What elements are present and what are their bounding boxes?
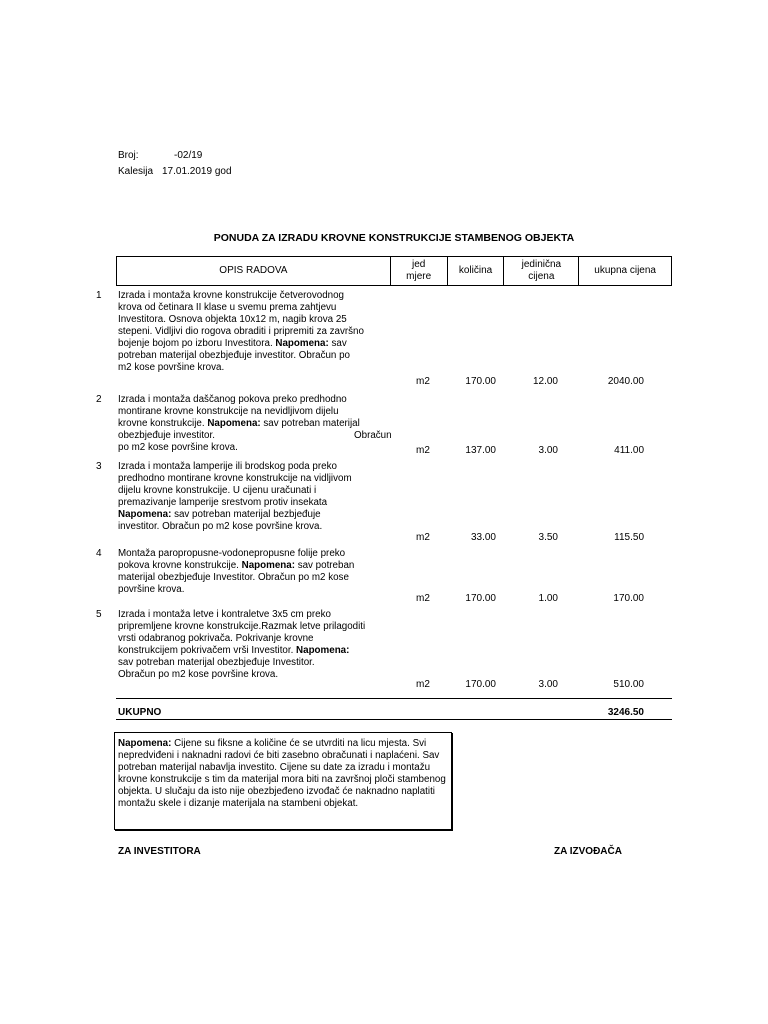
document-title: PONUDA ZA IZRADU KROVNE KONSTRUKCIJE STAMBENOG OBJEKTA	[213, 232, 575, 244]
item-description	[118, 394, 398, 454]
item-unit-price: 3.00	[538, 445, 558, 456]
item-quantity: 170.00	[465, 593, 496, 604]
desc-line	[118, 645, 398, 657]
note-text	[118, 738, 448, 810]
desc-line: Izrada i montaža daščanog pokova preko predhodno	[118, 394, 347, 405]
item-unit: m2	[416, 532, 430, 543]
total-top-rule	[116, 698, 672, 699]
desc-line	[118, 418, 398, 430]
desc-line	[118, 509, 398, 521]
item-total: 2040.00	[607, 376, 644, 387]
contractor-signature-label: ZA IZVOĐAČA	[554, 846, 622, 857]
item-description	[118, 461, 398, 533]
desc-line: sav potreban materijal obezbjeđuje Investitor.	[118, 657, 315, 668]
desc-text: sav potreban materijal	[260, 418, 360, 429]
desc-line: krova od četinara II klase u svemu prema zahtjevu	[118, 302, 337, 313]
desc-text: pokova krovne konstrukcije.	[118, 560, 239, 571]
total-bottom-rule	[116, 719, 672, 720]
col-header-quantity: količina	[447, 257, 504, 286]
item-quantity: 170.00	[465, 376, 496, 387]
col-header-total: ukupna cijena	[579, 257, 672, 286]
item-quantity: 137.00	[465, 445, 496, 456]
desc-line: po m2 kose površine krova.	[118, 442, 238, 453]
investor-signature-label: ZA INVESTITORA	[118, 846, 201, 857]
desc-line: Izrada i montaža letve i kontraletve 3x5 cm preko	[118, 609, 331, 620]
note-box	[114, 732, 452, 830]
item-unit: m2	[416, 376, 430, 387]
desc-line: materijal obezbjeđuje Investitor. Obračun po m2 kose	[118, 572, 349, 583]
item-unit: m2	[416, 445, 430, 456]
item-unit-price: 1.00	[538, 593, 558, 604]
desc-text: sav potreban	[294, 560, 355, 571]
item-unit-price: 3.00	[538, 679, 558, 690]
note-label: Napomena:	[207, 418, 261, 429]
item-total: 411.00	[614, 445, 644, 456]
col-header-unit-line2: mjere	[406, 271, 432, 282]
item-total: 115.50	[614, 532, 644, 543]
total-value: 3246.50	[607, 707, 644, 718]
item-number: 3	[96, 461, 102, 472]
desc-line: Montaža paropropusne-vodonepropusne folije preko	[118, 548, 346, 559]
desc-line: investitor. Obračun po m2 kose površine krova.	[118, 521, 323, 532]
col-header-unit-price	[504, 257, 579, 286]
note-label: Napomena:	[118, 509, 172, 520]
desc-text: obezbjeđuje investitor.	[118, 430, 215, 441]
item-unit-price: 3.50	[538, 532, 558, 543]
desc-line: m2 kose površine krova.	[118, 362, 225, 373]
desc-line	[118, 430, 398, 442]
item-quantity: 170.00	[465, 679, 496, 690]
item-description	[118, 609, 398, 681]
desc-line: Obračun po m2 kose površine krova.	[118, 669, 279, 680]
desc-line: montirane krovne konstrukcije na nevidljivom dijelu	[118, 406, 339, 417]
item-number: 4	[96, 548, 102, 559]
note-label: Napomena:	[118, 738, 172, 749]
item-total: 510.00	[613, 679, 644, 690]
doc-number-value: -02/19	[174, 150, 203, 161]
item-description	[118, 290, 398, 374]
date-value: 17.01.2019 god	[162, 166, 232, 177]
note-body: Cijene su fiksne a količine će se utvrditi na licu mjesta. Svi nepredviđeni i naknadni radovi će biti zasebno obračunati i naplaćeni. Sav potreban materijal nabavlja investito. Cijene su date za izradu i montažu krovne konstrukcije s tim da materijal mora biti na završnoj ploči stambenog objekta. U slučaju da isto nije obezbjeđeno izvođač će naknadno naplatiti montažu skele i dizanje materijala na stambeni objekat.	[118, 738, 446, 809]
desc-text: Obračun	[354, 430, 392, 441]
desc-text: sav potreban materijal bezbjeđuje	[171, 509, 321, 520]
desc-text: bojenje bojom po izboru Investitora.	[118, 338, 273, 349]
desc-text: konstrukcijem pokrivačem vrši Investitor.	[118, 645, 294, 656]
item-number: 2	[96, 394, 102, 405]
item-number: 5	[96, 609, 102, 620]
desc-line: Izrada i montaža krovne konstrukcije četverovodnog	[118, 290, 344, 301]
desc-text: krovne konstrukcije.	[118, 418, 205, 429]
doc-number-label: Broj:	[118, 150, 139, 161]
col-header-unit	[390, 257, 447, 286]
desc-line: Izrada i montaža lamperije ili brodskog poda preko	[118, 461, 337, 472]
item-unit: m2	[416, 593, 430, 604]
col-header-unit-price-line1: jedinična	[521, 259, 562, 270]
desc-line: potreban materijal obezbjeđuje investitor. Obračun po	[118, 350, 351, 361]
item-quantity: 33.00	[470, 532, 496, 543]
item-unit-price: 12.00	[532, 376, 558, 387]
desc-text: sav	[328, 338, 347, 349]
col-header-unit-line1: jed	[412, 259, 426, 270]
desc-line: stepeni. Vidljivi dio rogova obraditi i pripremiti za završno	[118, 326, 364, 337]
desc-line: površine krova.	[118, 584, 185, 595]
desc-line: premazivanje lamperije srestvom protiv insekata	[118, 497, 328, 508]
note-label: Napomena:	[296, 645, 350, 656]
desc-line: dijelu krovne konstrukcije. U cijenu uračunati i	[118, 485, 317, 496]
place-label: Kalesija	[118, 166, 154, 177]
col-header-description: OPIS RADOVA	[117, 257, 391, 286]
desc-line: Investitora. Osnova objekta 10x12 m, nagib krova 25	[118, 314, 347, 325]
total-label: UKUPNO	[118, 707, 162, 718]
item-number: 1	[96, 290, 102, 301]
note-label: Napomena:	[275, 338, 329, 349]
item-unit: m2	[416, 679, 430, 690]
items-table-header	[116, 256, 672, 286]
desc-line	[118, 338, 398, 350]
desc-line: predhodno montirane krovne konstrukcije na vidljivom	[118, 473, 352, 484]
item-description	[118, 548, 398, 596]
note-label: Napomena:	[241, 560, 295, 571]
desc-line: vrsti odabranog pokrivača. Pokrivanje krovne	[118, 633, 314, 644]
item-total: 170.00	[613, 593, 644, 604]
desc-line: pripremljene krovne konstrukcije.Razmak letve prilagoditi	[118, 621, 366, 632]
col-header-unit-price-line2: cijena	[528, 271, 555, 282]
desc-line	[118, 560, 398, 572]
